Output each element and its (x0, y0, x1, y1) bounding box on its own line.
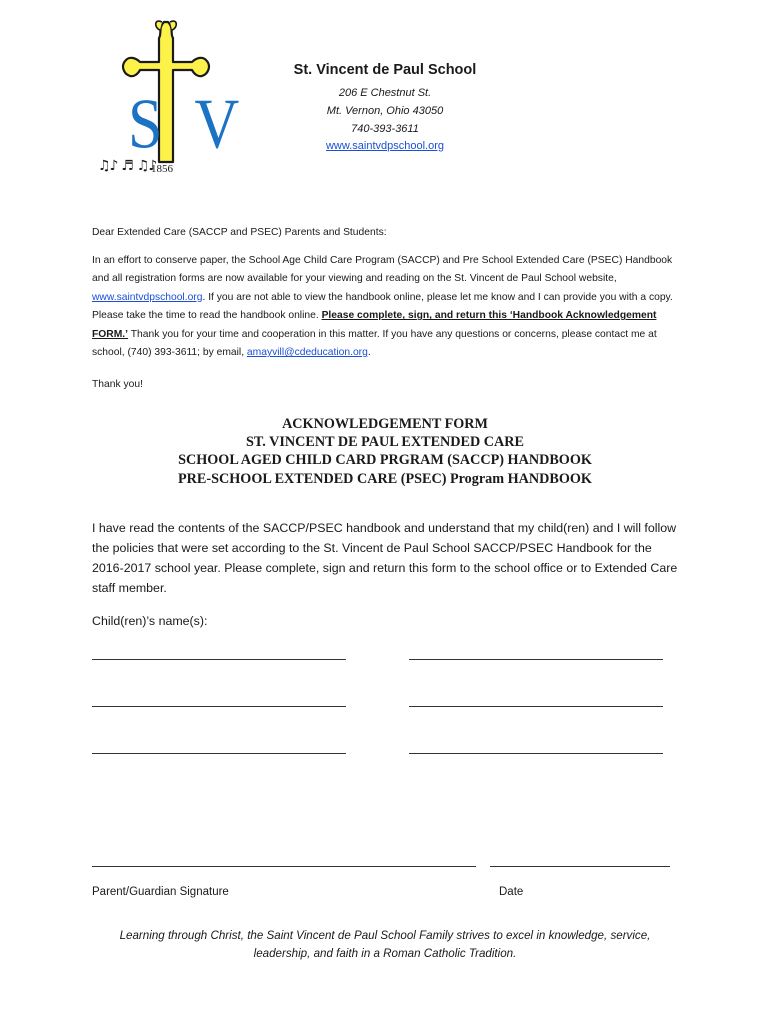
child-name-line[interactable] (92, 706, 346, 707)
letter-paragraph (92, 252, 692, 362)
date-line[interactable] (490, 866, 670, 867)
form-title-line: ST. VINCENT DE PAUL EXTENDED CARE (245, 434, 525, 451)
form-title (92, 415, 678, 488)
paragraph-text: In an effort to conserve paper, the School Age Child Care Program (SACCP) and Pre School Extended Care (PSEC) Handbook and all registration forms are now available for your viewing and reading on the St. Vincent de Paul School website, (92, 255, 673, 285)
salutation: Dear Extended Care (SACCP and PSEC) Parents and Students: (92, 227, 387, 238)
school-logo (94, 20, 272, 190)
logo-letters: SV (128, 85, 272, 164)
school-address: 206 E Chestnut St. (338, 87, 432, 99)
form-title-line: SCHOOL AGED CHILD CARD PRGRAM (SACCP) HANDBOOK (178, 452, 592, 469)
website-link[interactable]: www.saintvdpschool.org (92, 291, 203, 303)
signature-label: Parent/Guardian Signature (92, 886, 229, 898)
paragraph-end: . (367, 347, 371, 359)
school-name: St. Vincent de Paul School (293, 62, 477, 78)
paragraph-text: . If you are not able to view the handbook online, please let me know and I can provide you with a copy. Please take the time to read the handbook online. (92, 291, 673, 322)
child-name-line[interactable] (409, 753, 663, 754)
logo-script-glyphs: ♫♪ ♬ ♫♪ (98, 158, 157, 174)
paragraph-emphasis: Please complete, sign, and return this ‘Handbook Acknowledgement FORM.’ (92, 310, 657, 340)
child-name-line[interactable] (92, 753, 346, 754)
child-name-line[interactable] (409, 659, 663, 660)
thank-you: Thank you! (92, 379, 143, 390)
signature-line[interactable] (92, 866, 476, 867)
motto-line: Learning through Christ, the Saint Vincent de Paul School Family strives to excel in knowledge, service, (119, 929, 651, 942)
school-motto (92, 927, 678, 963)
motto-line: leadership, and faith in a Roman Catholic Tradition. (253, 947, 517, 960)
date-label: Date (499, 886, 524, 898)
school-city: Mt. Vernon, Ohio 43050 (326, 105, 444, 117)
children-label: Child(ren)’s name(s): (92, 614, 208, 628)
email-link[interactable]: amayvill@cdeducation.org (246, 347, 368, 359)
child-name-line[interactable] (409, 706, 663, 707)
paragraph-text: Thank you for your time and cooperation in this matter. If you have any questions or concerns, please contact me at school, (740) 393-3611; by email, (92, 328, 657, 359)
logo-year: 1856 (151, 163, 173, 175)
form-title-line: PRE-SCHOOL EXTENDED CARE (PSEC) Program HANDBOOK (178, 470, 592, 487)
form-title-line: ACKNOWLEDGEMENT FORM (282, 416, 488, 432)
acknowledgement-statement: I have read the contents of the SACCP/PSEC handbook and understand that my child(ren) and I will follow the policies that were set according to the St. Vincent de Paul School SACCP/PSEC Handbook for the 2016-2017 school year. Please complete, sign and return this form to the school office or to Extended Care staff member. (92, 521, 678, 595)
child-name-line[interactable] (92, 659, 346, 660)
school-phone: 740-393-3611 (351, 123, 419, 135)
school-website-link[interactable]: www.saintvdpschool.org (325, 140, 444, 152)
